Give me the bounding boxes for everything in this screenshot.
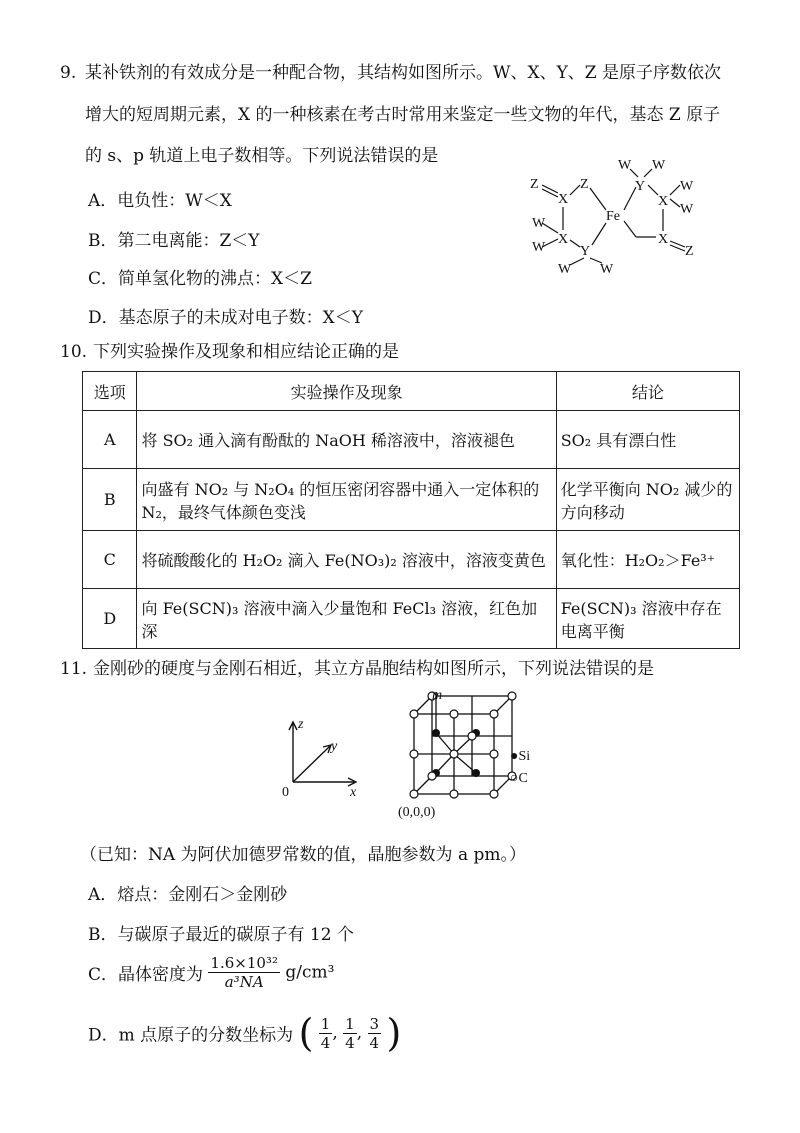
density-fraction	[208, 954, 280, 991]
atom-w-b2: W	[600, 262, 614, 277]
table-header-row	[83, 372, 740, 411]
row-key: A	[83, 411, 137, 469]
q9-option-d[interactable]: D．基态原子的未成对电子数：X＜Y	[88, 308, 363, 328]
q9-option-a[interactable]: A．电负性：W＜X	[88, 191, 232, 211]
q11-option-b[interactable]: B．与碳原子最近的碳原子有 12 个	[88, 925, 354, 945]
legend-si: ●Si	[510, 749, 531, 764]
atom-w-t1: W	[618, 158, 632, 173]
q9-line-1: 某补铁剂的有效成分是一种配合物，其结构如图所示。W、X、Y、Z 是原子序数依次	[85, 63, 722, 83]
atom-w-l2: W	[532, 240, 546, 255]
density-unit: g/cm³	[285, 962, 335, 983]
table-row	[83, 469, 740, 531]
row-conclusion: Fe(SCN)₃ 溶液中存在电离平衡	[556, 589, 739, 649]
header-operation: 实验操作及现象	[137, 372, 556, 411]
atom-w-t2: W	[652, 158, 666, 173]
axes-diagram	[278, 710, 363, 800]
q9-line-3: 的 s、p 轨道上电子数相等。下列说法错误的是	[85, 146, 439, 166]
option-c-prefix: C．晶体密度为	[88, 965, 204, 985]
atom-w-r1: W	[680, 179, 694, 194]
axis-x-label: x	[350, 785, 357, 800]
coord-1-den: 4	[320, 1033, 331, 1052]
coord-2-den: 4	[345, 1033, 355, 1052]
row-operation: 将 SO₂ 通入滴有酚酞的 NaOH 稀溶液中，溶液褪色	[137, 411, 556, 469]
atom-w-b1: W	[558, 262, 572, 277]
q11-option-a[interactable]: A．熔点：金刚石＞金刚砂	[88, 885, 288, 905]
row-operation: 将硫酸酸化的 H₂O₂ 滴入 Fe(NO₃)₂ 溶液中，溶液变黄色	[137, 531, 556, 589]
header-conclusion: 结论	[556, 372, 739, 411]
paren-close: )	[386, 1011, 402, 1055]
legend-c: ○C	[510, 771, 528, 786]
q11-number: 11.	[60, 659, 88, 679]
coord-frac-2	[343, 1015, 357, 1052]
table-row	[83, 411, 740, 469]
q10-number: 10.	[60, 342, 88, 362]
coord-frac-3	[368, 1015, 382, 1052]
atom-z-right: Z	[685, 244, 694, 259]
m-point-label: m	[432, 688, 443, 703]
q11-note: （已知：NA 为阿伏加德罗常数的值，晶胞参数为 a pm。）	[80, 845, 526, 865]
q11-stem: 金刚砂的硬度与金刚石相近，其立方晶胞结构如图所示，下列说法错误的是	[93, 659, 654, 679]
q11-option-c[interactable]	[88, 954, 334, 991]
atom-x-right-bottom: X	[658, 232, 669, 247]
row-operation: 向 Fe(SCN)₃ 溶液中滴入少量饱和 FeCl₃ 溶液，红色加深	[137, 589, 556, 649]
table-row	[83, 589, 740, 649]
coord-1-num: 1	[320, 1014, 331, 1033]
axis-z-label: z	[298, 717, 304, 732]
axis-origin-label: 0	[282, 785, 289, 800]
coord-frac-1	[319, 1015, 333, 1052]
header-option: 选项	[83, 372, 137, 411]
q9-option-c[interactable]: C．简单氢化物的沸点：X＜Z	[88, 269, 312, 289]
coord-3-num: 3	[369, 1014, 380, 1033]
atom-x-left-bottom: X	[558, 232, 569, 247]
atom-w-l1: W	[532, 216, 546, 231]
row-operation: 向盛有 NO₂ 与 N₂O₄ 的恒压密闭容器中通入一定体积的 N₂，最终气体颜色变浅	[137, 469, 556, 531]
q9-option-b[interactable]: B．第二电离能：Z＜Y	[88, 231, 260, 251]
atom-y-top: Y	[635, 179, 646, 194]
q9-number: 9.	[60, 63, 77, 83]
q9-structure-diagram	[520, 155, 720, 280]
paren-open: (	[298, 1011, 314, 1055]
crystal-cell-diagram	[396, 688, 566, 828]
coord-2-num: 1	[345, 1014, 355, 1033]
atom-fe: Fe	[606, 209, 620, 224]
atom-y-bottom: Y	[580, 244, 591, 259]
atom-x-left-top: X	[558, 192, 569, 207]
atom-x-right-top: X	[658, 194, 669, 209]
q10-table	[82, 371, 740, 649]
q11-option-d[interactable]	[88, 1011, 402, 1055]
q10-stem: 下列实验操作及现象和相应结论正确的是	[93, 342, 399, 362]
row-conclusion: 氧化性：H₂O₂＞Fe³⁺	[556, 531, 739, 589]
row-key: B	[83, 469, 137, 531]
density-denominator: a³NA	[224, 973, 264, 991]
atom-z-bridge-left: Z	[580, 177, 589, 192]
axis-y-label: y	[331, 739, 338, 754]
row-key: D	[83, 589, 137, 649]
coord-comma-2: ,	[356, 1023, 363, 1043]
row-key: C	[83, 531, 137, 589]
row-conclusion: 化学平衡向 NO₂ 减少的方向移动	[556, 469, 739, 531]
origin-coordinate-label: (0,0,0)	[398, 805, 436, 820]
atom-w-r2: W	[680, 202, 694, 217]
row-conclusion: SO₂ 具有漂白性	[556, 411, 739, 469]
table-row	[83, 531, 740, 589]
option-d-prefix: D．m 点原子的分数坐标为	[88, 1025, 294, 1046]
coord-comma-1: ,	[332, 1023, 338, 1043]
atom-z-left: Z	[530, 177, 539, 192]
coord-3-den: 4	[369, 1033, 380, 1052]
q9-line-2: 增大的短周期元素，X 的一种核素在考古时常用来鉴定一些文物的年代，基态 Z 原子	[85, 105, 721, 125]
density-numerator: 1.6×10³²	[210, 954, 278, 972]
